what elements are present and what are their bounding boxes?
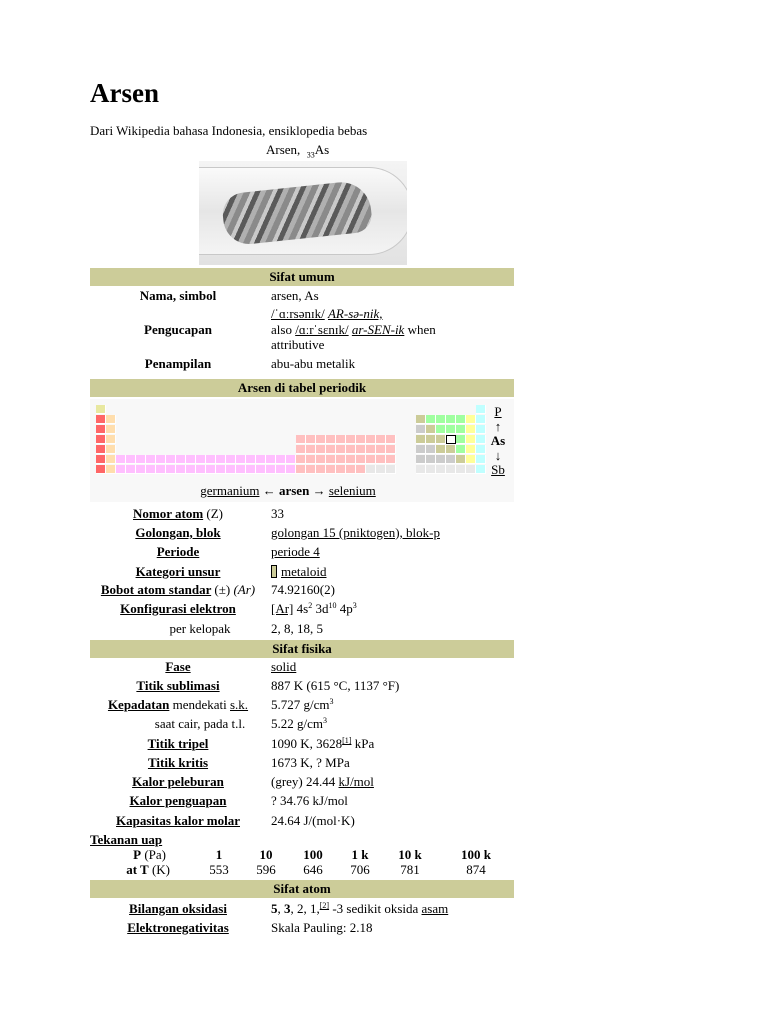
pron-ipa-1[interactable]: /ˈɑːrsənɪk/ — [271, 306, 325, 321]
element-cell[interactable] — [426, 435, 436, 444]
element-cell[interactable] — [326, 455, 336, 464]
appearance-label: Penampilan — [144, 356, 212, 371]
element-cell[interactable] — [306, 455, 316, 464]
element-cell[interactable] — [216, 455, 226, 464]
element-cell[interactable] — [316, 445, 326, 454]
element-cell[interactable] — [276, 455, 286, 464]
left-arrow-icon: ← — [262, 483, 276, 498]
element-cell[interactable] — [416, 465, 426, 474]
mini-periodic-table[interactable] — [96, 405, 480, 481]
element-cell[interactable] — [476, 415, 486, 424]
group-block-label[interactable]: Golongan, blok — [135, 525, 221, 540]
element-cell[interactable] — [456, 415, 466, 424]
page-title: Arsen — [90, 78, 159, 108]
element-cell[interactable] — [366, 435, 376, 444]
element-cell[interactable] — [96, 445, 106, 454]
triple-point-label[interactable]: Titik tripel — [147, 736, 209, 751]
oxidation-value: 5, 3, 2, 1,[2] -3 sedikit oksida asam — [271, 901, 449, 916]
element-cell[interactable] — [416, 415, 426, 424]
element-cell[interactable] — [196, 455, 206, 464]
element-cell[interactable] — [206, 465, 216, 474]
element-cell[interactable] — [476, 445, 486, 454]
element-cell[interactable] — [166, 465, 176, 474]
density-label: Kepadatan mendekati s.k. — [107, 697, 249, 712]
element-cell[interactable] — [176, 455, 186, 464]
pronunciation-line-2: also /ɑːrˈsɛnɪk/ ar-SEN-ik when — [271, 322, 436, 337]
element-cell[interactable] — [326, 435, 336, 444]
element-cell[interactable] — [436, 465, 446, 474]
element-cell[interactable] — [326, 445, 336, 454]
vapor-pressure-title[interactable]: Tekanan uap — [90, 832, 163, 847]
element-cell[interactable] — [236, 455, 246, 464]
element-cell[interactable] — [96, 415, 106, 424]
vapor-temperature-cell: 706 — [350, 862, 370, 877]
element-cell[interactable] — [336, 445, 346, 454]
element-cell[interactable] — [106, 465, 116, 474]
section-atomic: Sifat atom — [90, 880, 514, 898]
nav-up-element[interactable]: P — [494, 404, 502, 419]
caption-number: 33 — [306, 150, 315, 160]
right-arrow-icon: → — [312, 483, 326, 498]
element-cell[interactable] — [436, 415, 446, 424]
pron-respell-2[interactable]: ar-SEN-ik — [351, 322, 405, 337]
element-cell[interactable] — [116, 465, 126, 474]
element-cell[interactable] — [386, 455, 396, 464]
element-cell[interactable] — [436, 425, 446, 434]
section-physical: Sifat fisika — [90, 640, 514, 658]
element-cell[interactable] — [416, 455, 426, 464]
element-cell[interactable] — [96, 455, 106, 464]
element-cell[interactable] — [116, 455, 126, 464]
name-symbol-label: Nama, simbol — [139, 288, 217, 303]
element-cell[interactable] — [256, 455, 266, 464]
heat-capacity-label[interactable]: Kapasitas kalor molar — [116, 813, 240, 828]
nav-current-name: arsen — [278, 483, 310, 498]
element-cell[interactable] — [466, 435, 476, 444]
pron-respell-1[interactable]: AR-sə-nik, — [327, 306, 383, 321]
element-cell[interactable] — [466, 445, 476, 454]
critical-point-value: 1673 K, ? MPa — [271, 755, 350, 770]
element-cell[interactable] — [356, 435, 366, 444]
element-cell[interactable] — [176, 465, 186, 474]
element-cell[interactable] — [476, 435, 486, 444]
element-cell[interactable] — [426, 445, 436, 454]
pronunciation-line-1 — [271, 306, 383, 322]
element-cell[interactable] — [346, 435, 356, 444]
element-cell[interactable] — [196, 465, 206, 474]
element-cell[interactable] — [96, 435, 106, 444]
element-cell[interactable] — [156, 455, 166, 464]
element-cell[interactable] — [126, 455, 136, 464]
triple-point-value: 1090 K, 3628[1] kPa — [271, 736, 375, 751]
element-cell[interactable] — [336, 465, 346, 474]
element-cell[interactable] — [286, 455, 296, 464]
element-cell[interactable] — [306, 465, 316, 474]
nav-down-element[interactable]: Sb — [491, 462, 505, 477]
element-cell[interactable] — [366, 465, 376, 474]
vapor-temperature-cell: 874 — [466, 862, 486, 877]
vapor-pressure-cell: 100 — [303, 847, 323, 862]
heat-vaporization-value: ? 34.76 kJ/mol — [271, 793, 348, 808]
nav-current-element: As — [490, 433, 506, 448]
vapor-pressure-cell: 1 — [215, 847, 223, 862]
element-cell[interactable] — [166, 455, 176, 464]
atomic-weight-value: 74.92160(2) — [271, 582, 335, 597]
appearance-value: abu-abu metalik — [271, 356, 356, 371]
element-cell[interactable] — [456, 455, 466, 464]
vapor-pressure-cell: 100 k — [461, 847, 491, 862]
vapor-p-label: P (Pa) — [133, 847, 166, 862]
atomic-number-value: 33 — [271, 506, 284, 521]
vapor-pressure-cell: 10 k — [398, 847, 422, 862]
electron-config-label[interactable]: Konfigurasi elektron — [120, 601, 236, 616]
vapor-temperature-cell: 553 — [209, 862, 229, 877]
periodic-table-box — [90, 399, 514, 502]
element-cell[interactable] — [226, 465, 236, 474]
element-cell[interactable] — [226, 455, 236, 464]
element-cell[interactable] — [476, 425, 486, 434]
element-cell[interactable] — [216, 465, 226, 474]
element-cell[interactable] — [186, 465, 196, 474]
element-cell[interactable] — [136, 465, 146, 474]
electronegativity-value: Skala Pauling: 2.18 — [271, 920, 373, 935]
element-cell[interactable] — [156, 465, 166, 474]
element-cell[interactable] — [246, 465, 256, 474]
element-cell[interactable] — [146, 455, 156, 464]
element-cell[interactable] — [106, 415, 116, 424]
element-cell[interactable] — [296, 465, 306, 474]
periodic-horizontal-nav — [90, 483, 486, 499]
atomic-weight-label: Bobot atom standar (±) (Ar) — [100, 582, 256, 597]
heat-vaporization-label[interactable]: Kalor penguapan — [129, 793, 227, 808]
section-periodic: Arsen di tabel periodik — [90, 379, 514, 397]
element-cell[interactable] — [236, 465, 246, 474]
element-cell[interactable] — [306, 445, 316, 454]
element-cell[interactable] — [466, 455, 476, 464]
element-cell[interactable] — [366, 445, 376, 454]
element-cell[interactable] — [96, 425, 106, 434]
element-cell[interactable] — [446, 445, 456, 454]
liquid-density-value: 5.22 $g/cm^3$ — [271, 716, 327, 731]
element-cell[interactable] — [416, 445, 426, 454]
element-cell[interactable] — [386, 435, 396, 444]
pron-ipa-2[interactable]: /ɑːrˈsɛnɪk/ — [295, 322, 349, 337]
element-cell[interactable] — [416, 435, 426, 444]
element-cell[interactable] — [306, 435, 316, 444]
element-cell[interactable] — [106, 445, 116, 454]
element-cell[interactable] — [446, 415, 456, 424]
element-cell[interactable] — [106, 425, 116, 434]
category-value[interactable]: metaloid — [271, 564, 327, 580]
heat-fusion-value: (grey) 24.44 kJ/mol — [271, 774, 374, 789]
element-cell[interactable] — [266, 455, 276, 464]
element-cell[interactable] — [346, 445, 356, 454]
atomic-number-label: Nomor atom (Z) — [132, 506, 224, 521]
element-cell[interactable] — [446, 455, 456, 464]
vapor-temperature-cell: 646 — [303, 862, 323, 877]
element-cell[interactable] — [426, 415, 436, 424]
element-cell[interactable] — [436, 435, 446, 444]
element-cell[interactable] — [356, 465, 366, 474]
element-cell[interactable] — [476, 465, 486, 474]
element-cell[interactable] — [276, 465, 286, 474]
element-cell[interactable] — [346, 455, 356, 464]
element-cell[interactable] — [316, 435, 326, 444]
periodic-vertical-nav — [486, 404, 510, 478]
per-shell-label: per kelopak — [169, 621, 231, 636]
element-cell[interactable] — [386, 445, 396, 454]
element-cell[interactable] — [356, 445, 366, 454]
element-cell[interactable] — [256, 465, 266, 474]
element-cell[interactable] — [456, 435, 466, 444]
phase-value[interactable]: solid — [271, 659, 297, 674]
element-cell[interactable] — [386, 465, 396, 474]
element-cell[interactable] — [336, 435, 346, 444]
element-cell[interactable] — [446, 465, 456, 474]
element-cell[interactable] — [466, 415, 476, 424]
metalloid-swatch-icon — [271, 565, 277, 578]
nav-left-element[interactable]: germanium — [200, 483, 260, 498]
pronunciation-label: Pengucapan — [144, 322, 212, 337]
vapor-t-label: at T (K) — [126, 862, 170, 877]
per-shell-value: 2, 8, 18, 5 — [271, 621, 323, 636]
element-cell[interactable] — [456, 425, 466, 434]
vapor-pressure-cell: 10 — [259, 847, 273, 862]
element-cell[interactable] — [136, 455, 146, 464]
element-cell[interactable] — [426, 455, 436, 464]
vapor-temperature-cell: 596 — [256, 862, 276, 877]
element-cell[interactable] — [316, 465, 326, 474]
element-cell[interactable] — [106, 455, 116, 464]
element-cell[interactable] — [286, 465, 296, 474]
element-cell[interactable] — [246, 455, 256, 464]
page-subtitle: Dari Wikipedia bahasa Indonesia, ensiklopedia bebas — [90, 123, 368, 138]
oxidation-label[interactable]: Bilangan oksidasi — [129, 901, 227, 916]
element-cell[interactable] — [96, 465, 106, 474]
critical-point-label[interactable]: Titik kritis — [147, 755, 209, 770]
element-cell[interactable] — [126, 465, 136, 474]
element-cell[interactable] — [476, 455, 486, 464]
element-cell[interactable] — [436, 455, 446, 464]
caption-name: Arsen, — [266, 142, 301, 157]
element-cell[interactable] — [266, 465, 276, 474]
element-cell[interactable] — [366, 455, 376, 464]
element-cell[interactable] — [426, 425, 436, 434]
period-label[interactable]: Periode — [156, 544, 200, 559]
infobox-caption — [266, 142, 329, 160]
element-cell[interactable] — [296, 455, 306, 464]
up-arrow-icon: ↑ — [494, 419, 502, 434]
element-cell[interactable] — [466, 425, 476, 434]
heat-fusion-label[interactable]: Kalor peleburan — [132, 774, 224, 789]
phase-label[interactable]: Fase — [165, 659, 191, 674]
element-cell[interactable] — [106, 435, 116, 444]
section-general: Sifat umum — [90, 268, 514, 286]
element-cell[interactable] — [376, 465, 386, 474]
vapor-temperature-cell: 781 — [400, 862, 420, 877]
element-cell[interactable] — [146, 465, 156, 474]
element-cell[interactable] — [436, 445, 446, 454]
density-value: 5.727 $g/cm^3$ — [271, 697, 334, 712]
element-cell[interactable] — [426, 465, 436, 474]
liquid-density-label: saat cair, pada t.l. — [154, 716, 246, 731]
element-cell[interactable] — [456, 445, 466, 454]
sublimation-label[interactable]: Titik sublimasi — [136, 678, 220, 693]
element-cell[interactable] — [346, 465, 356, 474]
electron-config-value: [Ar] $4s^2$ $3d^{10}$ $4p^3$ — [271, 601, 357, 616]
element-cell[interactable] — [416, 425, 426, 434]
element-cell[interactable] — [356, 455, 366, 464]
element-cell[interactable] — [376, 435, 386, 444]
element-cell[interactable] — [296, 445, 306, 454]
pronunciation-line-3: attributive — [271, 337, 325, 352]
group-block-value[interactable]: golongan 15 (pniktogen), blok-p — [271, 525, 440, 540]
heat-capacity-value: 24.64 J/(mol·K) — [271, 813, 355, 828]
element-cell[interactable] — [376, 455, 386, 464]
element-cell[interactable] — [376, 445, 386, 454]
element-cell[interactable] — [326, 465, 336, 474]
element-cell[interactable] — [206, 455, 216, 464]
period-value[interactable]: periode 4 — [271, 544, 320, 559]
electronegativity-label[interactable]: Elektronegativitas — [127, 920, 229, 935]
element-cell[interactable] — [96, 405, 106, 414]
caption-symbol: As — [314, 142, 330, 157]
name-symbol-value: arsen, As — [271, 288, 319, 303]
vapor-pressure-cell: 1 k — [351, 847, 369, 862]
element-cell[interactable] — [466, 465, 476, 474]
element-cell[interactable] — [336, 455, 346, 464]
element-cell[interactable] — [476, 405, 486, 414]
element-cell[interactable] — [456, 465, 466, 474]
element-cell[interactable] — [296, 435, 306, 444]
down-arrow-icon: ↓ — [494, 448, 502, 463]
nav-right-element[interactable]: selenium — [328, 483, 376, 498]
element-cell[interactable] — [446, 425, 456, 434]
arsenic-photo[interactable] — [199, 161, 407, 265]
element-cell[interactable] — [186, 455, 196, 464]
category-label[interactable]: Kategori unsur — [135, 564, 221, 579]
element-cell[interactable] — [316, 455, 326, 464]
sublimation-value: 887 K (615 °C, 1137 °F) — [271, 678, 400, 693]
element-cell-arsenic[interactable] — [446, 435, 456, 444]
